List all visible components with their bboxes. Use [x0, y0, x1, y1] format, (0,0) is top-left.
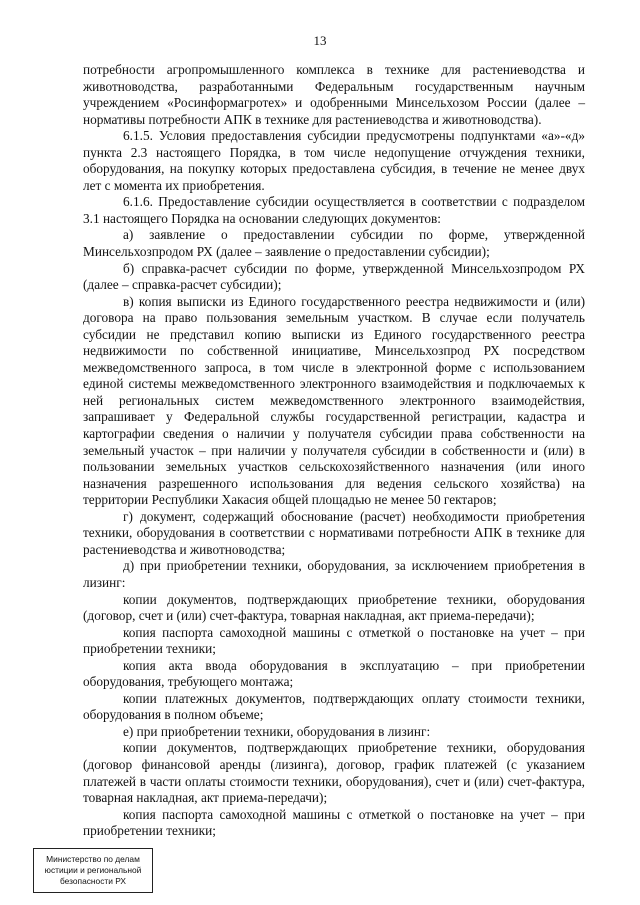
paragraph: д) при приобретении техники, оборудования, за исключением приобретения в лизинг: [83, 558, 585, 590]
document-body [83, 62, 585, 840]
paragraph: потребности агропромышленного комплекса в технике для растениеводства и животноводства, разработанными Федеральным государственным научным учреждением «Росинформагротех» и одобренными Минсельхозом России (далее – нормативы потребности АПК в технике для растениеводства и животноводства). [83, 62, 585, 127]
paragraph: е) при приобретении техники, оборудования в лизинг: [123, 723, 431, 739]
ministry-stamp [33, 848, 153, 893]
paragraph: копия паспорта самоходной машины с отметкой о постановке на учет – при приобретении техники; [83, 806, 585, 839]
paragraph: копии платежных документов, подтверждающих оплату стоимости техники, оборудования в полном объеме; [83, 690, 585, 723]
stamp-line: юстиции и региональной [44, 865, 142, 875]
stamp-line: безопасности РХ [59, 876, 127, 886]
paragraph: а) заявление о предоставлении субсидии по форме, утвержденной Минсельхозпродом РХ (далее – заявление о предоставлении субсидии); [83, 227, 585, 260]
paragraph: копии документов, подтверждающих приобретение техники, оборудования (договор финансовой аренды (лизинга), договор, график платежей (с указанием платежей в части оплаты стоимости техники, оборудования), счет и (или) счет-фактура, товарная накладная, акт приема-передачи); [83, 740, 585, 806]
stamp-line: Министерство по делам [46, 854, 140, 864]
paragraph: копия акта ввода оборудования в эксплуатацию – при приобретении оборудования, требующего монтажа; [83, 657, 585, 690]
paragraph: в) копия выписки из Единого государственного реестра недвижимости и (или) договора на право пользования земельным участком. В случае если получатель субсидии не представил копию выписки из Единого государственного реестра недвижимости по собственной инициативе, Минсельхозпрод РХ посредством межведомственного запроса, в том числе в электронной форме с использованием единой системы межведомственного электронного взаимодействия и подключаемых к ней региональных систем межведомственного электронного взаимодействия, запрашивает у Федеральной службы государственной регистрации, кадастра и картографии сведения о наличии у получателя субсидии права собственности на земельный участок – при наличии у получателя субсидии в собственности и (или) в пользовании земельных участков сельскохозяйственного назначения (или иного назначения разрешенного использования для ведения сельского хозяйства) на территории Республики Хакасия общей площадью не менее 50 гектаров; [83, 293, 585, 508]
paragraph: б) справка-расчет субсидии по форме, утвержденной Минсельхозпродом РХ (далее – справка-расчет субсидии); [83, 260, 585, 293]
paragraph: г) документ, содержащий обоснование (расчет) необходимости приобретения техники, оборудования в соответствии с нормативами потребности АПК в технике для растениеводства и животноводства; [83, 508, 585, 557]
paragraph: 6.1.6. Предоставление субсидии осуществляется в соответствии с подразделом 3.1 настоящего Порядка на основании следующих документов: [83, 194, 585, 226]
paragraph: копии документов, подтверждающих приобретение техники, оборудования (договор, счет и (или) счет-фактура, товарная накладная, акт приема-передачи); [83, 591, 585, 624]
paragraph: копия паспорта самоходной машины с отметкой о постановке на учет – при приобретении техники; [83, 624, 585, 657]
page-number: 13 [313, 33, 327, 48]
paragraph: 6.1.5. Условия предоставления субсидии предусмотрены подпунктами «а»-«д» пункта 2.3 настоящего Порядка, в том числе недопущение отчуждения техники, оборудования, на покупку которых предоставлена субсидия, в течение не менее двух лет с момента их приобретения. [83, 128, 585, 193]
